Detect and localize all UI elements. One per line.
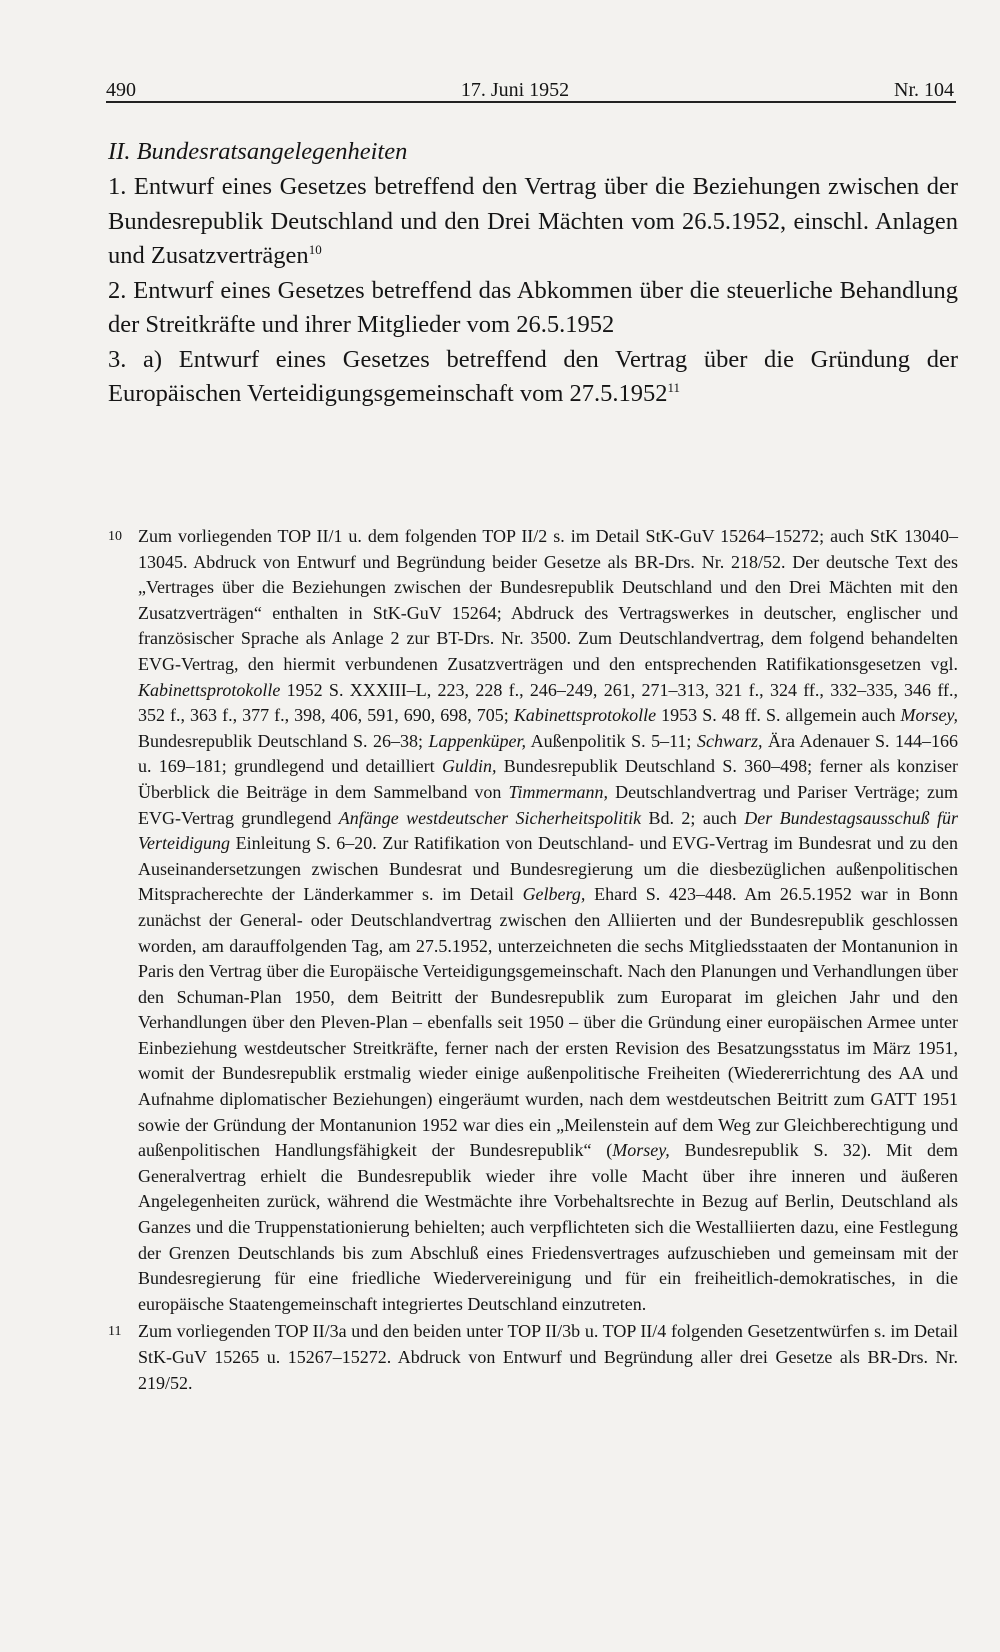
footnote-text: 1952 S. XXXIII–L, 223, 228 f., 246–249, 261, 271–313, 321 f., 324 ff., 332–335, 346 ff., 352 f., 363 f., 377 f., 398, 406, 591, 690, 698, 705;: [138, 679, 958, 726]
agenda-item-3a: [108, 343, 958, 412]
footnotes: [108, 524, 958, 1396]
footnote-text: Bundesrepublik Deutschland S. 360–498; ferner als konziser Überblick die Beiträge in dem Sammelband von: [138, 756, 958, 802]
footnote-text: Bundesrepublik S. 32). Mit dem Generalvertrag erhielt die Bundesrepublik wieder ihre volle Macht über ihre inneren und äußeren Angelegenheiten zurück, während die Westmächte ihre Vorbehaltsrechte in Bezug auf Berlin, Deutschland als Ganzes und die Truppenstationierung behielten; auch verpflichteten sich die Westalliierten dazu, eine Festlegung der Grenzen Deutschlands bis zum Abschluß eines Friedensvertrages aufzuschieben und gemeinsam mit der Bundesregierung für eine friedliche Wiedervereinigung und für ein freiheitlich-demokratisches, in die europäische Staatengemeinschaft integriertes Deutschland einzutreten.: [138, 1140, 958, 1314]
header-date: 17. Juni 1952: [460, 79, 570, 101]
footnote-citation: Der Bundestagsausschuß für Verteidigung: [138, 807, 958, 854]
footnote-text: Außenpolitik S. 5–11;: [526, 730, 697, 751]
agenda-item-1: [108, 170, 958, 274]
footnote-citation: Guldin,: [441, 756, 497, 777]
page-number: 490: [106, 79, 136, 101]
footnote-text: Zum vorliegenden TOP II/3a und den beiden unter TOP II/3b u. TOP II/4 folgenden Gesetzentwürfen s. im Detail StK-GuV 15265 u. 15267–15272. Abdruck von Entwurf und Begründung aller drei Gesetze als BR-Drs. Nr. 219/52.: [138, 1321, 958, 1393]
footnote-text: 1953 S. 48 ff. S. allgemein auch: [656, 705, 901, 726]
footnote-citation: Kabinettsprotokolle: [513, 705, 657, 726]
footnote-number: 11: [108, 1324, 122, 1340]
section-heading: II. Bundesratsangelegenheiten: [108, 138, 408, 165]
footnote-text: Bd. 2; auch: [641, 807, 745, 828]
agenda-item-text: 2. Entwurf eines Gesetzes betreffend das Abkommen über die steuerliche Behandlung der Streitkräfte und ihrer Mitglieder vom 26.5.1952: [108, 276, 958, 338]
footnote-citation: Timmermann,: [508, 781, 609, 802]
footnote-citation: Morsey,: [900, 705, 958, 726]
footnote-citation: Morsey,: [612, 1140, 670, 1161]
footnote-body: [138, 526, 958, 1314]
footnote-citation: Schwarz,: [696, 730, 763, 751]
footnote-text: Deutschlandvertrag und Pariser Verträge; zum EVG-Vertrag grundlegend: [138, 781, 958, 828]
footnote-ref[interactable]: 11: [667, 379, 681, 395]
footnote-10: [108, 524, 958, 1317]
footnote-11: [108, 1319, 958, 1396]
footnote-text: Ehard S. 423–448. Am 26.5.1952 war in Bonn zunächst der General- oder Deutschlandvertrag zwischen den Alliierten und der Bundesrepublik geschlossen worden, am darauffolgenden Tag, am 27.5.1952, unterzeichneten die sechs Mitgliedsstaaten der Montanunion in Paris den Vertrag über die Europäische Verteidigungsgemeinschaft. Nach den Planungen und Verhandlungen über den Schuman-Plan 1950, dem Beitritt der Bundesrepublik zum Europarat im gleichen Jahr und den Verhandlungen über den Pleven-Plan – ebenfalls seit 1950 – über die Gründung einer europäischen Armee unter Einbeziehung westdeutscher Streitkräfte, ferner nach der ersten Revision des Besatzungsstatus im März 1951, womit der Bundesrepublik erstmalig wieder einige außenpolitische Freiheiten (Wiedererrichtung des AA und Aufnahme diplomatischer Beziehungen) eingeräumt wurden, nach dem westdeutschen Beitritt zum GATT 1951 sowie der Gründung der Montanunion 1952 war dies ein „Meilenstein auf dem Weg zur Gleichberechtigung und außenpolitischen Handlungsfähigkeit der Bundesrepublik“ (: [138, 884, 958, 1161]
footnote-citation: Gelberg,: [522, 884, 586, 905]
footnote-citation: Lappenküper,: [428, 730, 527, 751]
agenda-item-2: [108, 274, 958, 343]
main-text: [108, 134, 958, 412]
agenda-item-text: 1. Entwurf eines Gesetzes betreffend den Vertrag über die Beziehungen zwischen der Bundesrepublik Deutschland und den Drei Mächten vom 26.5.1952, einschl. Anlagen und Zusatzverträgen: [108, 173, 958, 269]
footnote-text: Zum vorliegenden TOP II/1 u. dem folgenden TOP II/2 s. im Detail StK-GuV 15264–15272; auch StK 13040–13045. Abdruck von Entwurf und Begründung beider Gesetze als BR-Drs. Nr. 218/52. Der deutsche Text des „Vertrages über die Beziehungen zwischen der Bundesrepublik Deutschland und den Drei Mächten mit den Zusatzverträgen“ enthalten in StK-GuV 15264; Abdruck des Vertragswerkes in deutscher, englischer und französischer Sprache als Anlage 2 zur BT-Drs. Nr. 3500. Zum Deutschlandvertrag, dem folgend behandelten EVG-Vertrag, den hiermit verbundenen Zusatzverträgen und den entsprechenden Ratifikationsgesetzen vgl.: [138, 526, 958, 674]
footnote-citation: Anfänge westdeutscher Sicherheitspolitik: [338, 807, 642, 828]
header-issue: Nr. 104: [894, 79, 954, 101]
footnote-text: Einleitung S. 6–20. Zur Ratifikation von Deutschland- und EVG-Vertrag im Bundesrat und zu den Auseinandersetzungen zwischen Bundesrat und Bundesregierung um die diesbezüglichen außenpolitischen Mitspracherechte der Länderkammer s. im Detail: [138, 833, 958, 905]
agenda-item-text: 3. a) Entwurf eines Gesetzes betreffend den Vertrag über die Gründung der Europäischen Verteidigungsgemeinschaft vom 27.5.1952: [108, 345, 958, 407]
footnote-body: [138, 1321, 958, 1392]
footnote-ref[interactable]: 10: [308, 241, 322, 257]
running-header: [106, 66, 954, 102]
footnote-text: Ära Adenauer S. 144–166 u. 169–181; grundlegend und detailliert: [138, 730, 958, 777]
header-rule: [106, 101, 956, 103]
footnote-number: 10: [108, 529, 122, 544]
footnote-text: Bundesrepublik Deutschland S. 26–38;: [138, 730, 429, 751]
footnote-citation: Kabinettsprotokolle: [138, 679, 281, 700]
